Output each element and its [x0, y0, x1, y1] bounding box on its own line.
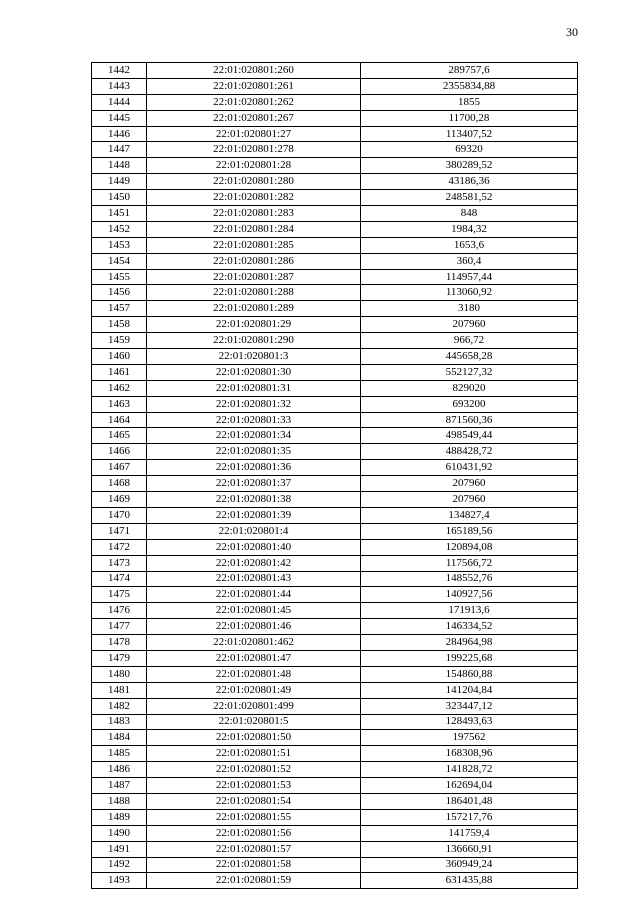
row-number-cell: 1449 [92, 174, 147, 190]
row-number-cell: 1469 [92, 492, 147, 508]
cadastral-number-cell: 22:01:020801:29 [147, 317, 361, 333]
table-row [92, 857, 578, 873]
cadastral-number-cell: 22:01:020801:284 [147, 221, 361, 237]
table-row [92, 349, 578, 365]
cadastral-number-cell: 22:01:020801:37 [147, 476, 361, 492]
row-number-cell: 1464 [92, 412, 147, 428]
cadastral-number-cell: 22:01:020801:47 [147, 650, 361, 666]
value-cell: 610431,92 [361, 460, 578, 476]
value-cell: 11700,28 [361, 110, 578, 126]
value-cell: 197562 [361, 730, 578, 746]
row-number-cell: 1467 [92, 460, 147, 476]
row-number-cell: 1473 [92, 555, 147, 571]
row-number-cell: 1462 [92, 380, 147, 396]
cadastral-number-cell: 22:01:020801:55 [147, 809, 361, 825]
table-row [92, 587, 578, 603]
row-number-cell: 1475 [92, 587, 147, 603]
cadastral-number-cell: 22:01:020801:280 [147, 174, 361, 190]
table-row [92, 778, 578, 794]
cadastral-number-cell: 22:01:020801:38 [147, 492, 361, 508]
value-cell: 199225,68 [361, 650, 578, 666]
table-row [92, 285, 578, 301]
table-row [92, 666, 578, 682]
cadastral-number-cell: 22:01:020801:282 [147, 190, 361, 206]
cadastral-number-cell: 22:01:020801:32 [147, 396, 361, 412]
row-number-cell: 1456 [92, 285, 147, 301]
value-cell: 141759,4 [361, 825, 578, 841]
cadastral-number-cell: 22:01:020801:42 [147, 555, 361, 571]
cadastral-number-cell: 22:01:020801:462 [147, 635, 361, 651]
cadastral-number-cell: 22:01:020801:39 [147, 507, 361, 523]
value-cell: 165189,56 [361, 523, 578, 539]
value-cell: 207960 [361, 317, 578, 333]
cadastral-number-cell: 22:01:020801:5 [147, 714, 361, 730]
table-row [92, 476, 578, 492]
cadastral-number-cell: 22:01:020801:31 [147, 380, 361, 396]
cadastral-number-cell: 22:01:020801:35 [147, 444, 361, 460]
row-number-cell: 1470 [92, 507, 147, 523]
cadastral-number-cell: 22:01:020801:289 [147, 301, 361, 317]
cadastral-number-cell: 22:01:020801:49 [147, 682, 361, 698]
value-cell: 128493,63 [361, 714, 578, 730]
row-number-cell: 1489 [92, 809, 147, 825]
row-number-cell: 1446 [92, 126, 147, 142]
table-row [92, 809, 578, 825]
value-cell: 134827,4 [361, 507, 578, 523]
cadastral-number-cell: 22:01:020801:52 [147, 762, 361, 778]
row-number-cell: 1485 [92, 746, 147, 762]
row-number-cell: 1471 [92, 523, 147, 539]
row-number-cell: 1461 [92, 364, 147, 380]
row-number-cell: 1458 [92, 317, 147, 333]
row-number-cell: 1478 [92, 635, 147, 651]
cadastral-number-cell: 22:01:020801:267 [147, 110, 361, 126]
table-row [92, 539, 578, 555]
value-cell: 113060,92 [361, 285, 578, 301]
table-row [92, 698, 578, 714]
row-number-cell: 1483 [92, 714, 147, 730]
table-row [92, 793, 578, 809]
cadastral-number-cell: 22:01:020801:499 [147, 698, 361, 714]
table-row [92, 142, 578, 158]
table-row [92, 762, 578, 778]
table-row [92, 333, 578, 349]
value-cell: 966,72 [361, 333, 578, 349]
cadastral-number-cell: 22:01:020801:286 [147, 253, 361, 269]
row-number-cell: 1476 [92, 603, 147, 619]
value-cell: 171913,6 [361, 603, 578, 619]
row-number-cell: 1493 [92, 873, 147, 889]
table-row [92, 364, 578, 380]
row-number-cell: 1484 [92, 730, 147, 746]
value-cell: 323447,12 [361, 698, 578, 714]
value-cell: 848 [361, 206, 578, 222]
table-row [92, 412, 578, 428]
table-row [92, 174, 578, 190]
row-number-cell: 1477 [92, 619, 147, 635]
cadastral-number-cell: 22:01:020801:27 [147, 126, 361, 142]
value-cell: 113407,52 [361, 126, 578, 142]
table-row [92, 221, 578, 237]
row-number-cell: 1490 [92, 825, 147, 841]
row-number-cell: 1453 [92, 237, 147, 253]
cadastral-number-cell: 22:01:020801:3 [147, 349, 361, 365]
value-cell: 1984,32 [361, 221, 578, 237]
value-cell: 552127,32 [361, 364, 578, 380]
row-number-cell: 1442 [92, 63, 147, 79]
row-number-cell: 1447 [92, 142, 147, 158]
value-cell: 186401,48 [361, 793, 578, 809]
table-row [92, 714, 578, 730]
value-cell: 360949,24 [361, 857, 578, 873]
value-cell: 140927,56 [361, 587, 578, 603]
table-row [92, 460, 578, 476]
row-number-cell: 1466 [92, 444, 147, 460]
table-row [92, 555, 578, 571]
value-cell: 146334,52 [361, 619, 578, 635]
table-row [92, 571, 578, 587]
registry-table [91, 62, 578, 889]
table-row [92, 682, 578, 698]
value-cell: 114957,44 [361, 269, 578, 285]
row-number-cell: 1452 [92, 221, 147, 237]
cadastral-number-cell: 22:01:020801:58 [147, 857, 361, 873]
cadastral-number-cell: 22:01:020801:54 [147, 793, 361, 809]
table-row [92, 428, 578, 444]
table-row [92, 63, 578, 79]
row-number-cell: 1487 [92, 778, 147, 794]
cadastral-number-cell: 22:01:020801:59 [147, 873, 361, 889]
table-row [92, 301, 578, 317]
value-cell: 693200 [361, 396, 578, 412]
cadastral-number-cell: 22:01:020801:36 [147, 460, 361, 476]
cadastral-number-cell: 22:01:020801:50 [147, 730, 361, 746]
row-number-cell: 1457 [92, 301, 147, 317]
table-row [92, 730, 578, 746]
table-row [92, 110, 578, 126]
table-row [92, 650, 578, 666]
row-number-cell: 1465 [92, 428, 147, 444]
table-row [92, 523, 578, 539]
cadastral-number-cell: 22:01:020801:262 [147, 94, 361, 110]
value-cell: 248581,52 [361, 190, 578, 206]
table-row [92, 825, 578, 841]
value-cell: 631435,88 [361, 873, 578, 889]
row-number-cell: 1468 [92, 476, 147, 492]
row-number-cell: 1491 [92, 841, 147, 857]
cadastral-number-cell: 22:01:020801:4 [147, 523, 361, 539]
row-number-cell: 1472 [92, 539, 147, 555]
row-number-cell: 1479 [92, 650, 147, 666]
value-cell: 289757,6 [361, 63, 578, 79]
value-cell: 136660,91 [361, 841, 578, 857]
table-row [92, 841, 578, 857]
value-cell: 360,4 [361, 253, 578, 269]
cadastral-number-cell: 22:01:020801:43 [147, 571, 361, 587]
cadastral-number-cell: 22:01:020801:45 [147, 603, 361, 619]
row-number-cell: 1463 [92, 396, 147, 412]
row-number-cell: 1451 [92, 206, 147, 222]
cadastral-number-cell: 22:01:020801:285 [147, 237, 361, 253]
value-cell: 488428,72 [361, 444, 578, 460]
cadastral-number-cell: 22:01:020801:48 [147, 666, 361, 682]
cadastral-number-cell: 22:01:020801:30 [147, 364, 361, 380]
registry-table-body [92, 63, 578, 889]
table-row [92, 253, 578, 269]
value-cell: 148552,76 [361, 571, 578, 587]
row-number-cell: 1486 [92, 762, 147, 778]
table-row [92, 507, 578, 523]
row-number-cell: 1480 [92, 666, 147, 682]
table-row [92, 94, 578, 110]
table-row [92, 873, 578, 889]
value-cell: 2355834,88 [361, 78, 578, 94]
row-number-cell: 1443 [92, 78, 147, 94]
cadastral-number-cell: 22:01:020801:56 [147, 825, 361, 841]
cadastral-number-cell: 22:01:020801:283 [147, 206, 361, 222]
value-cell: 445658,28 [361, 349, 578, 365]
table-row [92, 269, 578, 285]
table-row [92, 603, 578, 619]
cadastral-number-cell: 22:01:020801:261 [147, 78, 361, 94]
cadastral-number-cell: 22:01:020801:57 [147, 841, 361, 857]
row-number-cell: 1482 [92, 698, 147, 714]
row-number-cell: 1448 [92, 158, 147, 174]
cadastral-number-cell: 22:01:020801:28 [147, 158, 361, 174]
cadastral-number-cell: 22:01:020801:290 [147, 333, 361, 349]
cadastral-number-cell: 22:01:020801:44 [147, 587, 361, 603]
page-number: 30 [566, 25, 578, 39]
row-number-cell: 1492 [92, 857, 147, 873]
table-row [92, 78, 578, 94]
value-cell: 284964,98 [361, 635, 578, 651]
cadastral-number-cell: 22:01:020801:287 [147, 269, 361, 285]
table-row [92, 635, 578, 651]
row-number-cell: 1481 [92, 682, 147, 698]
value-cell: 207960 [361, 476, 578, 492]
cadastral-number-cell: 22:01:020801:46 [147, 619, 361, 635]
value-cell: 1855 [361, 94, 578, 110]
value-cell: 3180 [361, 301, 578, 317]
cadastral-number-cell: 22:01:020801:53 [147, 778, 361, 794]
value-cell: 120894,08 [361, 539, 578, 555]
value-cell: 43186,36 [361, 174, 578, 190]
row-number-cell: 1455 [92, 269, 147, 285]
row-number-cell: 1474 [92, 571, 147, 587]
row-number-cell: 1488 [92, 793, 147, 809]
cadastral-number-cell: 22:01:020801:288 [147, 285, 361, 301]
table-row [92, 619, 578, 635]
table-row [92, 206, 578, 222]
value-cell: 157217,76 [361, 809, 578, 825]
cadastral-number-cell: 22:01:020801:40 [147, 539, 361, 555]
value-cell: 207960 [361, 492, 578, 508]
cadastral-number-cell: 22:01:020801:278 [147, 142, 361, 158]
table-row [92, 317, 578, 333]
row-number-cell: 1454 [92, 253, 147, 269]
value-cell: 871560,36 [361, 412, 578, 428]
table-row [92, 380, 578, 396]
row-number-cell: 1450 [92, 190, 147, 206]
value-cell: 380289,52 [361, 158, 578, 174]
cadastral-number-cell: 22:01:020801:34 [147, 428, 361, 444]
row-number-cell: 1459 [92, 333, 147, 349]
table-row [92, 158, 578, 174]
table-row [92, 492, 578, 508]
value-cell: 162694,04 [361, 778, 578, 794]
table-row [92, 746, 578, 762]
table-row [92, 237, 578, 253]
value-cell: 168308,96 [361, 746, 578, 762]
value-cell: 154860,88 [361, 666, 578, 682]
value-cell: 69320 [361, 142, 578, 158]
table-row [92, 190, 578, 206]
cadastral-number-cell: 22:01:020801:33 [147, 412, 361, 428]
value-cell: 141204,84 [361, 682, 578, 698]
value-cell: 829020 [361, 380, 578, 396]
value-cell: 141828,72 [361, 762, 578, 778]
cadastral-number-cell: 22:01:020801:51 [147, 746, 361, 762]
row-number-cell: 1445 [92, 110, 147, 126]
table-row [92, 444, 578, 460]
row-number-cell: 1444 [92, 94, 147, 110]
table-row [92, 126, 578, 142]
value-cell: 498549,44 [361, 428, 578, 444]
cadastral-number-cell: 22:01:020801:260 [147, 63, 361, 79]
value-cell: 117566,72 [361, 555, 578, 571]
value-cell: 1653,6 [361, 237, 578, 253]
table-row [92, 396, 578, 412]
row-number-cell: 1460 [92, 349, 147, 365]
